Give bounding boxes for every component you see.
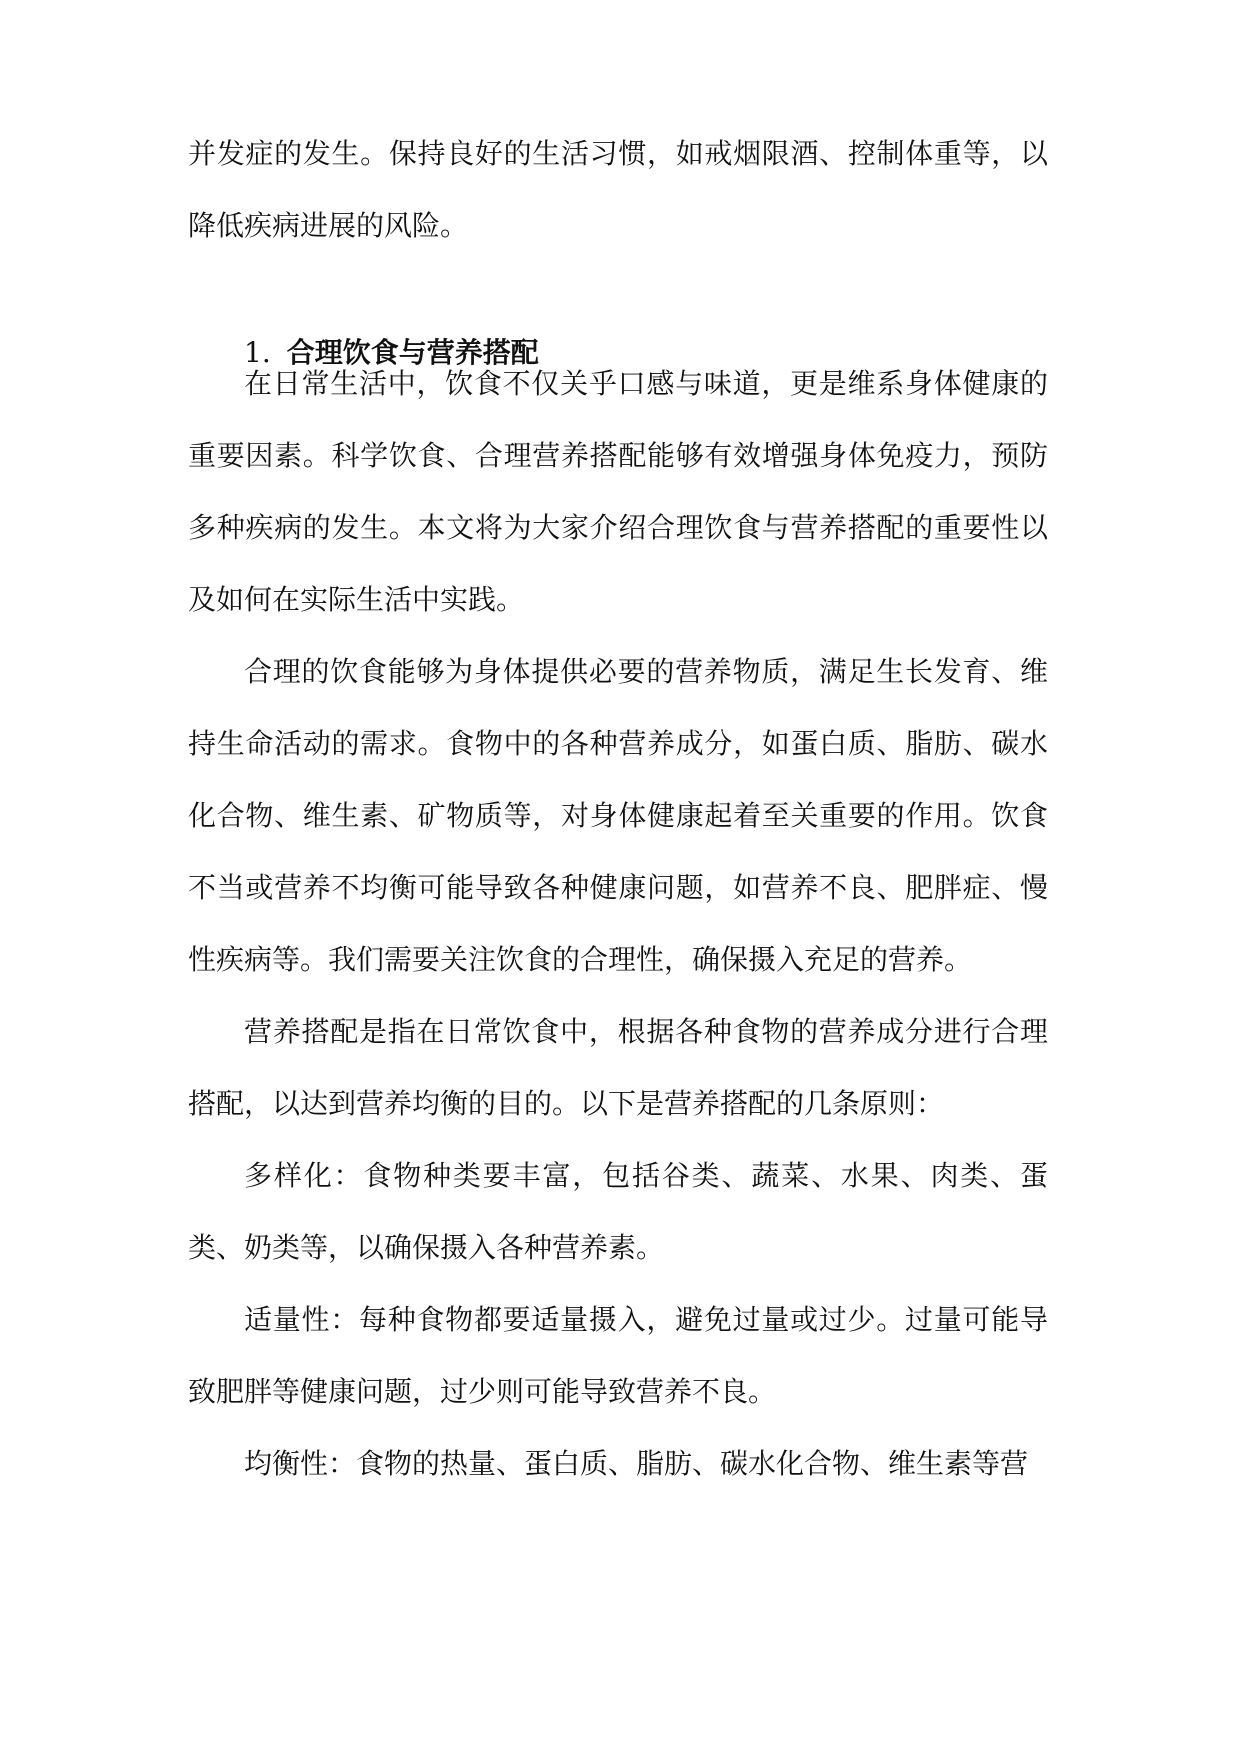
paragraph-principles-intro: 营养搭配是指在日常饮食中，根据各种食物的营养成分进行合理搭配，以达到营养均衡的目的。以下是营养搭配的几条原则： xyxy=(188,1015,1048,1120)
section-number: 1. xyxy=(244,336,271,369)
continuation-paragraph: 并发症的发生。保持良好的生活习惯，如戒烟限酒、控制体重等，以降低疾病进展的风险。 xyxy=(188,137,1048,242)
section-title: 合理饮食与营养搭配 xyxy=(286,336,539,369)
paragraph-diversity: 多样化：食物种类要丰富，包括谷类、蔬菜、水果、肉类、蛋类、奶类等，以确保摄入各种营养素。 xyxy=(188,1159,1048,1264)
paragraph-intro: 在日常生活中，饮食不仅关乎口感与味道，更是维系身体健康的重要因素。科学饮食、合理营养搭配能够有效增强身体免疫力，预防多种疾病的发生。本文将为大家介绍合理饮食与营养搭配的重要性以及如何在实际生活中实践。 xyxy=(188,367,1048,616)
paragraph-importance: 合理的饮食能够为身体提供必要的营养物质，满足生长发育、维持生命活动的需求。食物中的各种营养成分，如蛋白质、脂肪、碳水化合物、维生素、矿物质等，对身体健康起着至关重要的作用。饮食不当或营养不均衡可能导致各种健康问题，如营养不良、肥胖症、慢性疾病等。我们需要关注饮食的合理性，确保摄入充足的营养。 xyxy=(188,655,1048,976)
paragraph-balance: 均衡性：食物的热量、蛋白质、脂肪、碳水化合物、维生素等营 xyxy=(244,1447,1029,1480)
paragraph-moderation: 适量性：每种食物都要适量摄入，避免过量或过少。过量可能导致肥胖等健康问题，过少则可能导致营养不良。 xyxy=(188,1303,1048,1408)
